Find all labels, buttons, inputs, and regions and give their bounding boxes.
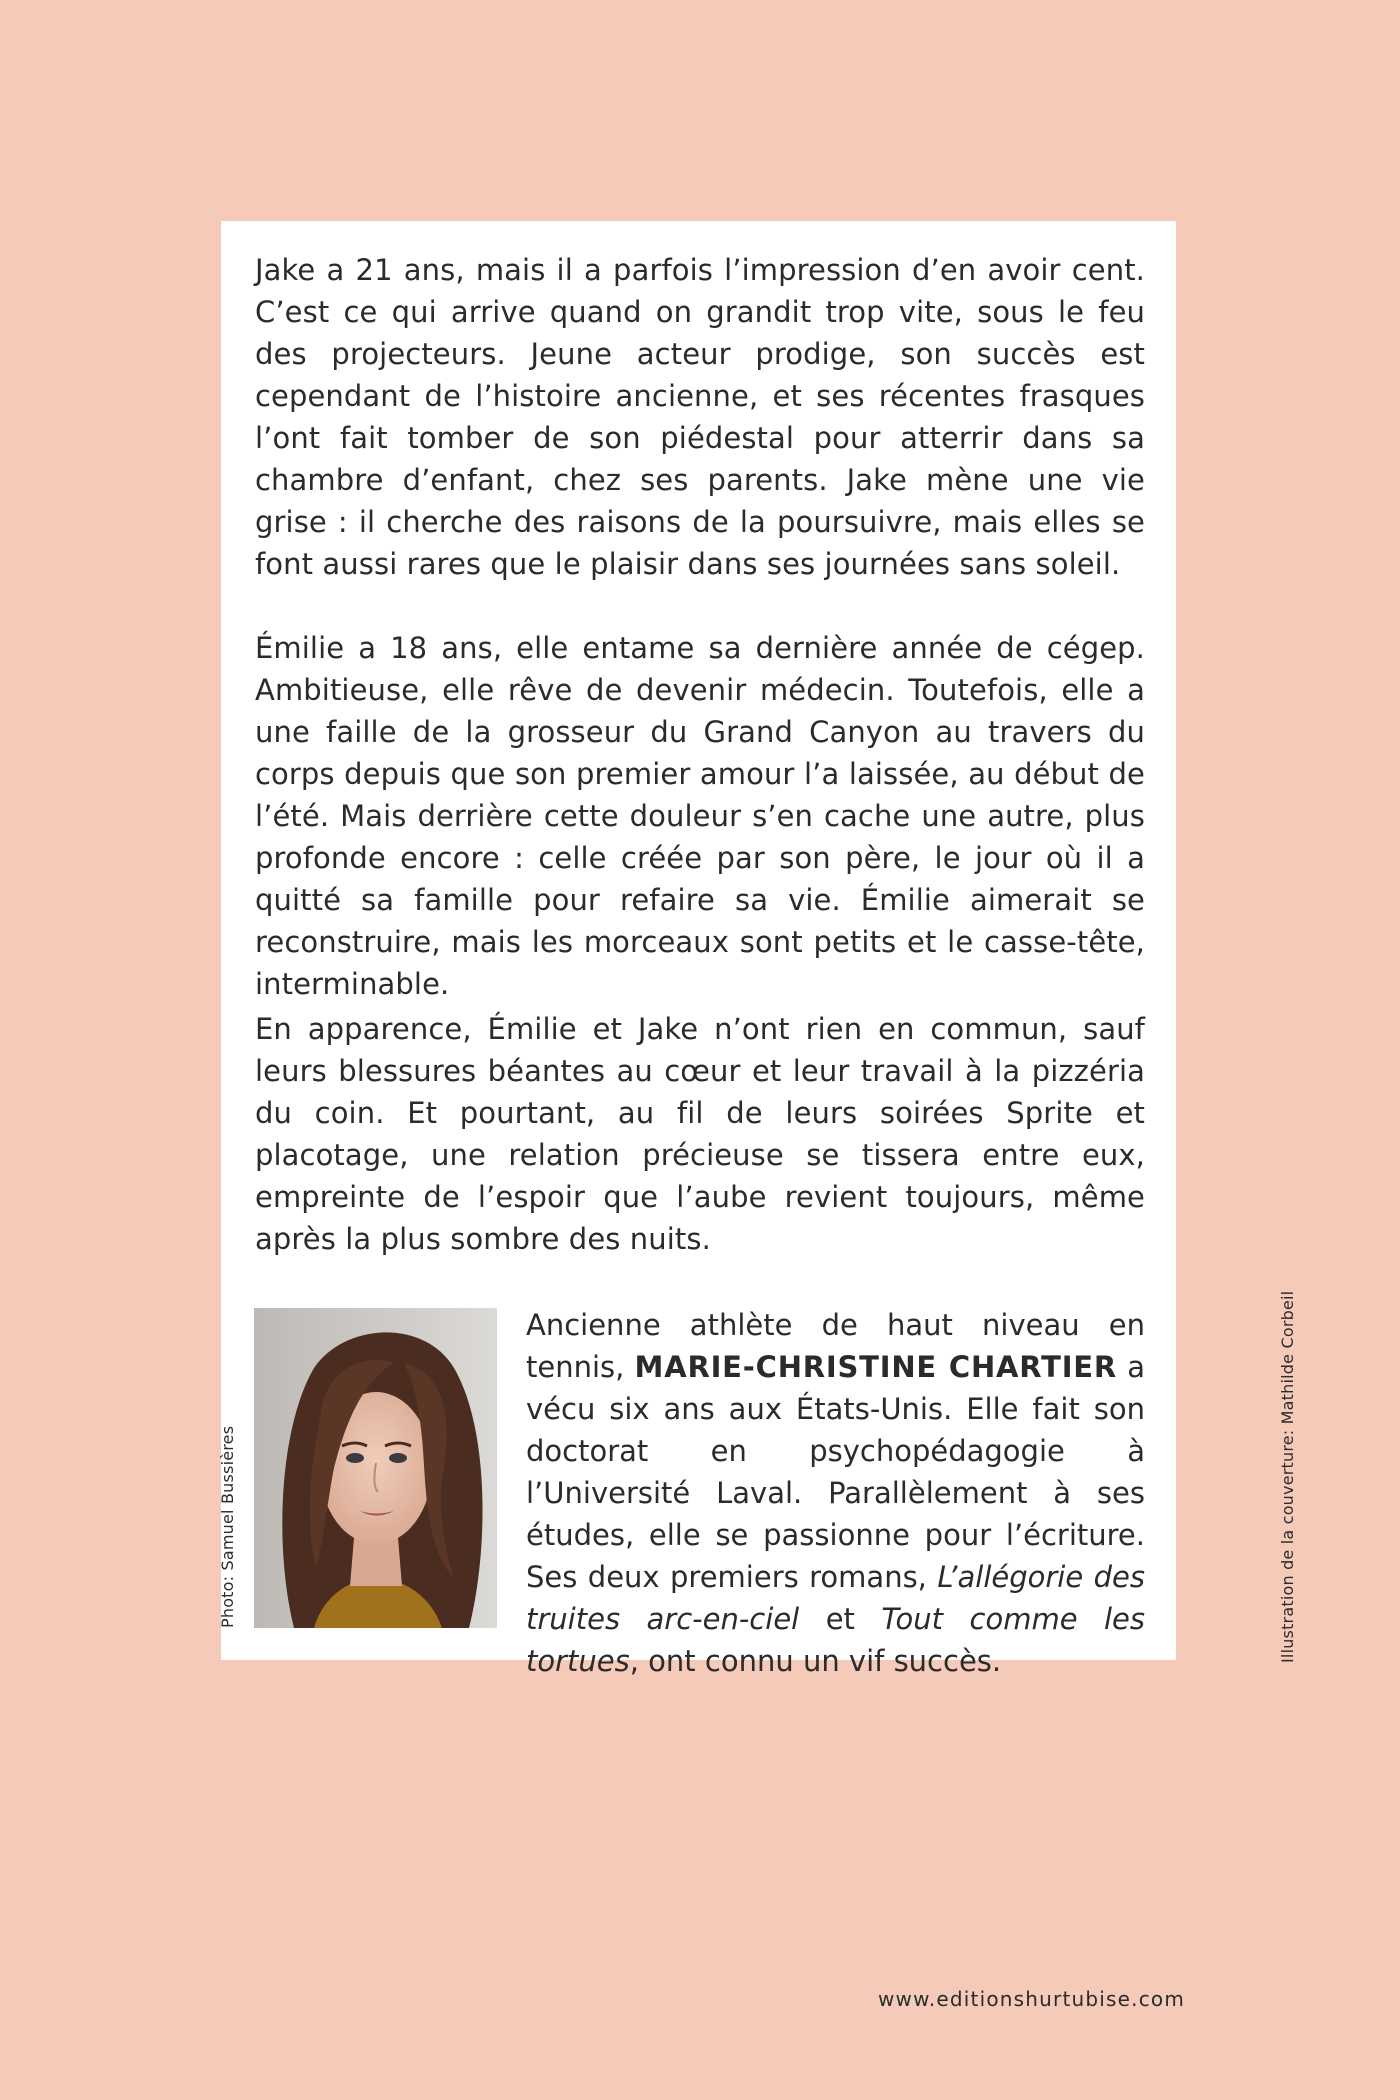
author-bio-part1: a vécu six ans aux États-Unis. Elle fait son doctorat en psychopédagogie à l’Université Laval. Parallèlement à ses études, elle se passionne pour l’écriture. Ses deux premiers romans, [526,1350,1145,1594]
cover-illustration-credit: Illustration de la couverture: Mathilde Corbeil [1278,1290,1297,1663]
back-cover-text-panel [221,221,1176,1678]
author-photo [254,1308,497,1628]
book-title-1: L’allégorie des truites arc-en-ciel [526,1560,1145,1636]
publisher-website[interactable]: www.editionshurtubise.com [878,1987,1186,2011]
photo-credit: Photo: Samuel Bussières [218,1425,237,1628]
book-title-2: Tout comme les tortues [526,1602,1146,1678]
summary-paragraph-jake: Jake a 21 ans, mais il a parfois l’impression d’en avoir cent. C’est ce qui arrive quand on grandit trop vite, sous le feu des projecteurs. Jeune acteur prodige, son succès est cependant de l’histoire ancienne, et ses récentes frasques l’ont fait tomber de son piédestal pour atterrir dans sa chambre d’enfant, chez ses parents. Jake mène une vie grise : il cherche des raisons de la poursuivre, mais elles se font aussi rares que le plaisir dans ses journées sans soleil. [255,253,1145,581]
author-bio-end: , ont connu un vif succès. [629,1644,1002,1678]
author-name: MARIE-CHRISTINE CHARTIER [634,1350,1118,1384]
summary-paragraph-together: En apparence, Émilie et Jake n’ont rien en commun, sauf leurs blessures béantes au cœur et leur travail à la pizzéria du coin. Et pourtant, au fil de leurs soirées Sprite et placotage, une relation précieuse se tissera entre eux, empreinte de l’espoir que l’aube revient toujours, même après la plus sombre des nuits. [255,1012,1145,1256]
author-bio [526,1304,1145,1682]
bio-connector: et [825,1602,855,1636]
summary-paragraph-emilie: Émilie a 18 ans, elle entame sa dernière année de cégep. Ambitieuse, elle rêve de devenir médecin. Toutefois, elle a une faille de la grosseur du Grand Canyon au travers du corps depuis que son premier amour l’a laissée, au début de l’été. Mais derrière cette douleur s’en cache une autre, plus profonde encore : celle créée par son père, le jour où il a quitté sa famille pour refaire sa vie. Émilie aimerait se reconstruire, mais les morceaux sont petits et le casse-tête, interminable. [255,631,1145,1001]
author-bio-intro: Ancienne athlète de haut niveau en tennis, [526,1308,1145,1384]
